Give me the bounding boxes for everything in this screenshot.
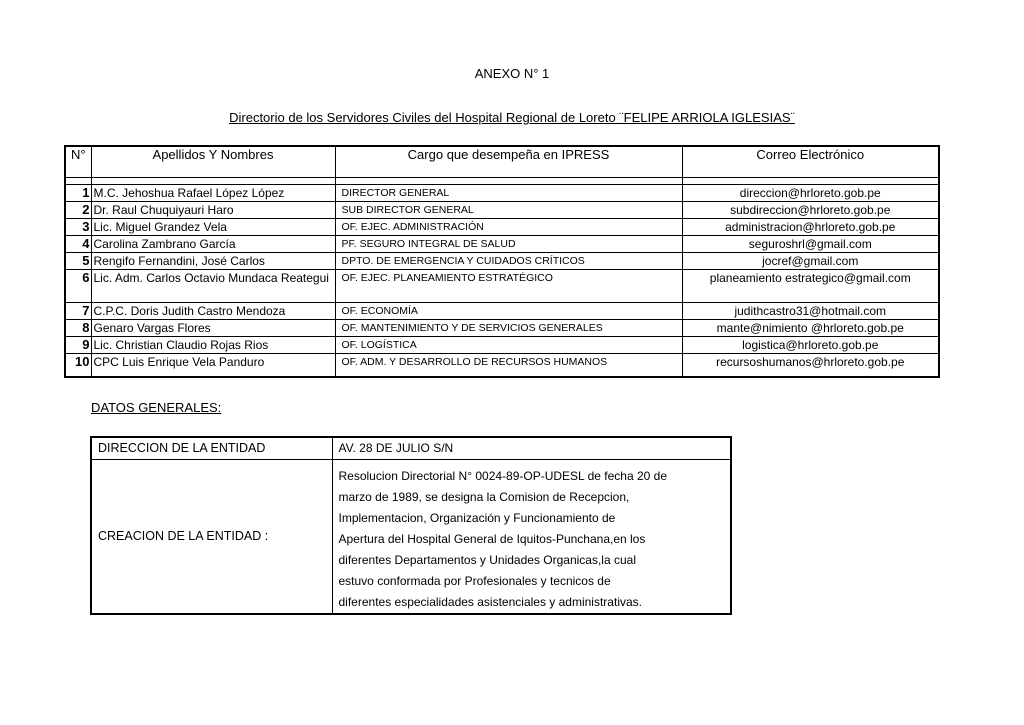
row-cargo: PF. SEGURO INTEGRAL DE SALUD xyxy=(335,236,682,253)
row-name: Carolina Zambrano García xyxy=(91,236,335,253)
creation-line: Implementacion, Organización y Funcionamiento de xyxy=(338,510,616,525)
row-name: Lic. Adm. Carlos Octavio Mundaca Reategui xyxy=(91,270,335,303)
table-row xyxy=(65,303,939,320)
address-label: DIRECCION DE LA ENTIDAD xyxy=(91,437,332,459)
creation-line: diferentes especialidades asistenciales y administrativas. xyxy=(338,594,642,609)
creation-description xyxy=(332,459,731,614)
row-cargo: OF. LOGÍSTICA xyxy=(335,337,682,354)
row-number: 5 xyxy=(65,253,91,270)
row-name: C.P.C. Doris Judith Castro Mendoza xyxy=(91,303,335,320)
row-email: logistica@hrloreto.gob.pe xyxy=(682,337,939,354)
annex-title: ANEXO N° 1 xyxy=(474,66,550,81)
row-email: judithcastro31@hotmail.com xyxy=(682,303,939,320)
row-email: seguroshrl@gmail.com xyxy=(682,236,939,253)
row-name: Genaro Vargas Flores xyxy=(91,320,335,337)
table-row xyxy=(65,354,939,378)
table-row xyxy=(65,219,939,236)
creation-line: diferentes Departamentos y Unidades Organicas,la cual xyxy=(338,552,636,567)
row-email: mante@nimiento @hrloreto.gob.pe xyxy=(682,320,939,337)
creation-line: Apertura del Hospital General de Iquitos-Punchana,en los xyxy=(338,531,646,546)
row-email: planeamiento estrategico@gmail.com xyxy=(682,270,939,303)
row-cargo: OF. MANTENIMIENTO Y DE SERVICIOS GENERALES xyxy=(335,320,682,337)
row-cargo: DPTO. DE EMERGENCIA Y CUIDADOS CRÍTICOS xyxy=(335,253,682,270)
row-number: 1 xyxy=(65,185,91,202)
row-name: Rengifo Fernandini, José Carlos xyxy=(91,253,335,270)
row-cargo: OF. ADM. Y DESARROLLO DE RECURSOS HUMANOS xyxy=(335,354,682,378)
creation-line: estuvo conformada por Profesionales y tecnicos de xyxy=(338,573,611,588)
general-data-heading: DATOS GENERALES: xyxy=(91,400,222,415)
table-row xyxy=(65,320,939,337)
row-email: administracion@hrloreto.gob.pe xyxy=(682,219,939,236)
row-email: subdireccion@hrloreto.gob.pe xyxy=(682,202,939,219)
column-header-number: N° xyxy=(65,146,91,178)
table-row xyxy=(65,337,939,354)
row-cargo: OF. EJEC. PLANEAMIENTO ESTRATÉGICO xyxy=(335,270,682,303)
directory-header-row xyxy=(65,146,939,178)
row-email: jocref@gmail.com xyxy=(682,253,939,270)
general-data-table xyxy=(90,436,732,615)
table-row xyxy=(65,185,939,202)
column-header-name: Apellidos Y Nombres xyxy=(91,146,335,178)
row-name: CPC Luis Enrique Vela Panduro xyxy=(91,354,335,378)
row-email: direccion@hrloreto.gob.pe xyxy=(682,185,939,202)
column-header-cargo: Cargo que desempeña en IPRESS xyxy=(335,146,682,178)
row-name: Dr. Raul Chuquiyauri Haro xyxy=(91,202,335,219)
row-name: Lic. Christian Claudio Rojas Rios xyxy=(91,337,335,354)
row-name: Lic. Miguel Grandez Vela xyxy=(91,219,335,236)
row-email: recursoshumanos@hrloreto.gob.pe xyxy=(682,354,939,378)
table-row xyxy=(65,253,939,270)
row-cargo: SUB DIRECTOR GENERAL xyxy=(335,202,682,219)
column-header-email: Correo Electrónico xyxy=(682,146,939,178)
table-spacer-row xyxy=(65,178,939,185)
row-cargo: OF. EJEC. ADMINISTRACIÓN xyxy=(335,219,682,236)
creation-row xyxy=(91,459,731,614)
row-number: 10 xyxy=(65,354,91,378)
row-number: 7 xyxy=(65,303,91,320)
creation-label: CREACION DE LA ENTIDAD : xyxy=(91,459,332,614)
creation-line: marzo de 1989, se designa la Comision de Recepcion, xyxy=(338,489,630,504)
address-value: AV. 28 DE JULIO S/N xyxy=(332,437,731,459)
row-name: M.C. Jehoshua Rafael López López xyxy=(91,185,335,202)
creation-line: Resolucion Directorial N° 0024-89-OP-UDESL de fecha 20 de xyxy=(338,468,668,483)
directory-table xyxy=(64,145,940,378)
row-number: 9 xyxy=(65,337,91,354)
table-row xyxy=(65,236,939,253)
row-number: 2 xyxy=(65,202,91,219)
row-number: 8 xyxy=(65,320,91,337)
table-row xyxy=(65,270,939,303)
row-number: 4 xyxy=(65,236,91,253)
table-row xyxy=(65,202,939,219)
row-cargo: OF. ECONOMÍA xyxy=(335,303,682,320)
document-subtitle: Directorio de los Servidores Civiles del Hospital Regional de Loreto ¨FELIPE ARRIOLA IGLESIAS¨ xyxy=(229,110,795,125)
row-number: 3 xyxy=(65,219,91,236)
address-row xyxy=(91,437,731,459)
row-number: 6 xyxy=(65,270,91,303)
row-cargo: DIRECTOR GENERAL xyxy=(335,185,682,202)
